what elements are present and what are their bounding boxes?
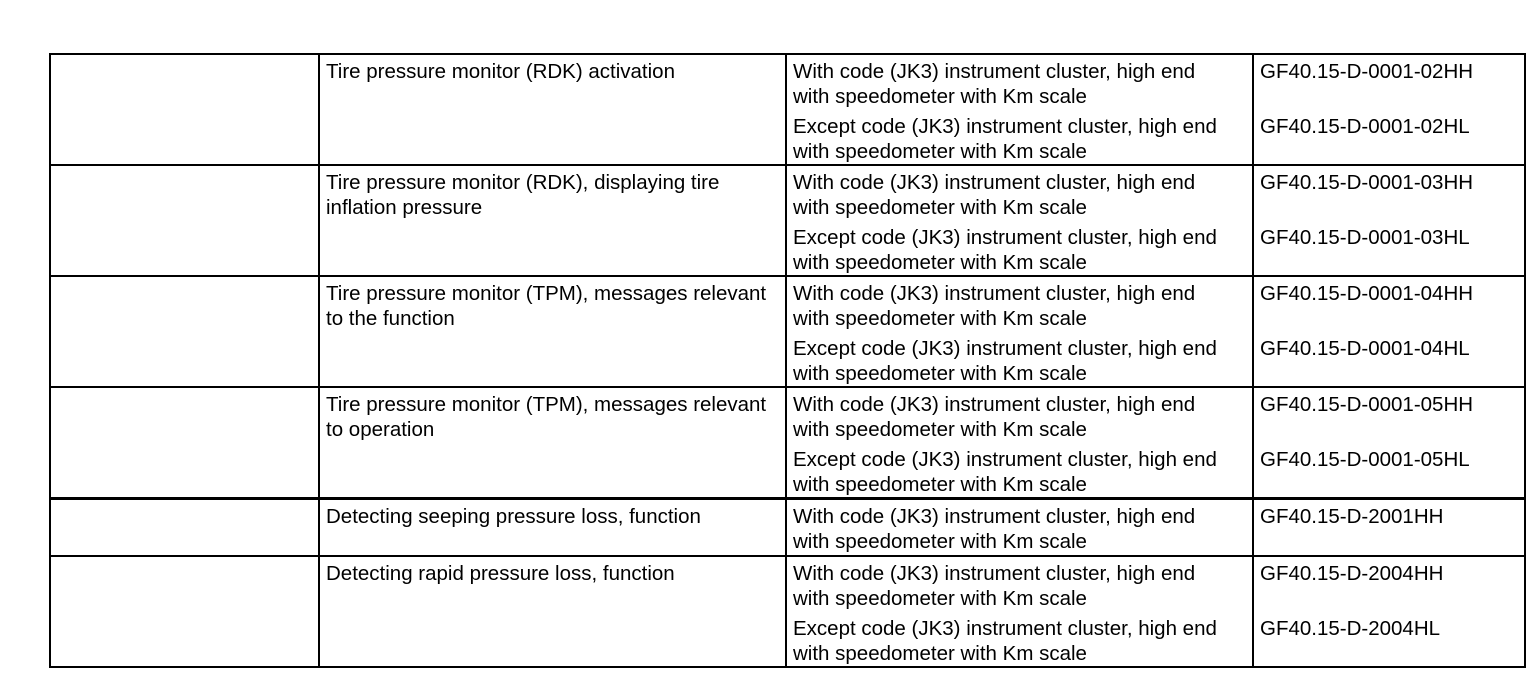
document-code: GF40.15-D-0001-04HL bbox=[1260, 337, 1470, 360]
variant-cell bbox=[786, 556, 1253, 667]
variant-cell bbox=[786, 387, 1253, 499]
empty-cell bbox=[50, 276, 319, 387]
document-code-cell bbox=[1253, 165, 1525, 276]
table-row bbox=[50, 499, 1525, 556]
variant-text: With code (JK3) instrument cluster, high end with speedometer with Km scale bbox=[793, 561, 1196, 610]
table-row bbox=[50, 54, 1525, 165]
variant-text: With code (JK3) instrument cluster, high end with speedometer with Km scale bbox=[793, 505, 1196, 553]
function-label: Tire pressure monitor (RDK), displaying tire inflation pressure bbox=[326, 171, 720, 219]
variant-text: With code (JK3) instrument cluster, high end with speedometer with Km scale bbox=[793, 282, 1196, 330]
empty-cell bbox=[50, 387, 319, 499]
variant-cell bbox=[786, 499, 1253, 556]
table-row bbox=[50, 165, 1525, 276]
document-table bbox=[49, 53, 1526, 668]
function-cell bbox=[319, 556, 786, 667]
document-code-cell bbox=[1253, 499, 1525, 556]
document-code: GF40.15-D-0001-02HH bbox=[1260, 60, 1474, 83]
table-row bbox=[50, 387, 1525, 499]
function-cell bbox=[319, 54, 786, 165]
document-code-cell bbox=[1253, 54, 1525, 165]
variant-cell bbox=[786, 54, 1253, 165]
document-code: GF40.15-D-0001-05HH bbox=[1260, 393, 1474, 416]
function-label: Tire pressure monitor (TPM), messages relevant to the function bbox=[326, 282, 767, 330]
document-code: GF40.15-D-0001-02HL bbox=[1260, 115, 1470, 138]
document-code: GF40.15-D-0001-05HL bbox=[1260, 448, 1470, 471]
document-code: GF40.15-D-2004HH bbox=[1260, 561, 1444, 585]
variant-text: Except code (JK3) instrument cluster, high end with speedometer with Km scale bbox=[793, 448, 1217, 496]
function-cell bbox=[319, 165, 786, 276]
document-code: GF40.15-D-2004HL bbox=[1260, 616, 1441, 640]
empty-cell bbox=[50, 499, 319, 556]
document-code-cell bbox=[1253, 276, 1525, 387]
variant-text: Except code (JK3) instrument cluster, high end with speedometer with Km scale bbox=[793, 337, 1217, 385]
empty-cell bbox=[50, 165, 319, 276]
empty-cell bbox=[50, 54, 319, 165]
variant-text: Except code (JK3) instrument cluster, high end with speedometer with Km scale bbox=[793, 115, 1217, 163]
variant-text: With code (JK3) instrument cluster, high end with speedometer with Km scale bbox=[793, 393, 1196, 441]
function-cell bbox=[319, 387, 786, 499]
document-code-cell bbox=[1253, 387, 1525, 499]
document-code: GF40.15-D-0001-03HL bbox=[1260, 226, 1470, 249]
function-cell bbox=[319, 276, 786, 387]
empty-cell bbox=[50, 556, 319, 667]
table-row bbox=[50, 556, 1525, 667]
variant-cell bbox=[786, 276, 1253, 387]
variant-text: Except code (JK3) instrument cluster, high end with speedometer with Km scale bbox=[793, 226, 1217, 274]
document-code-cell bbox=[1253, 556, 1525, 667]
function-label: Detecting seeping pressure loss, function bbox=[326, 505, 701, 528]
variant-text: With code (JK3) instrument cluster, high end with speedometer with Km scale bbox=[793, 171, 1196, 219]
variant-text: Except code (JK3) instrument cluster, high end with speedometer with Km scale bbox=[793, 616, 1217, 665]
table-row bbox=[50, 276, 1525, 387]
document-code: GF40.15-D-0001-03HH bbox=[1260, 171, 1474, 194]
function-label: Detecting rapid pressure loss, function bbox=[326, 561, 675, 585]
function-label: Tire pressure monitor (RDK) activation bbox=[326, 60, 675, 83]
variant-cell bbox=[786, 165, 1253, 276]
document-code: GF40.15-D-2001HH bbox=[1260, 505, 1444, 528]
function-cell bbox=[319, 499, 786, 556]
variant-text: With code (JK3) instrument cluster, high end with speedometer with Km scale bbox=[793, 60, 1196, 108]
function-label: Tire pressure monitor (TPM), messages relevant to operation bbox=[326, 393, 767, 441]
document-code: GF40.15-D-0001-04HH bbox=[1260, 282, 1474, 305]
